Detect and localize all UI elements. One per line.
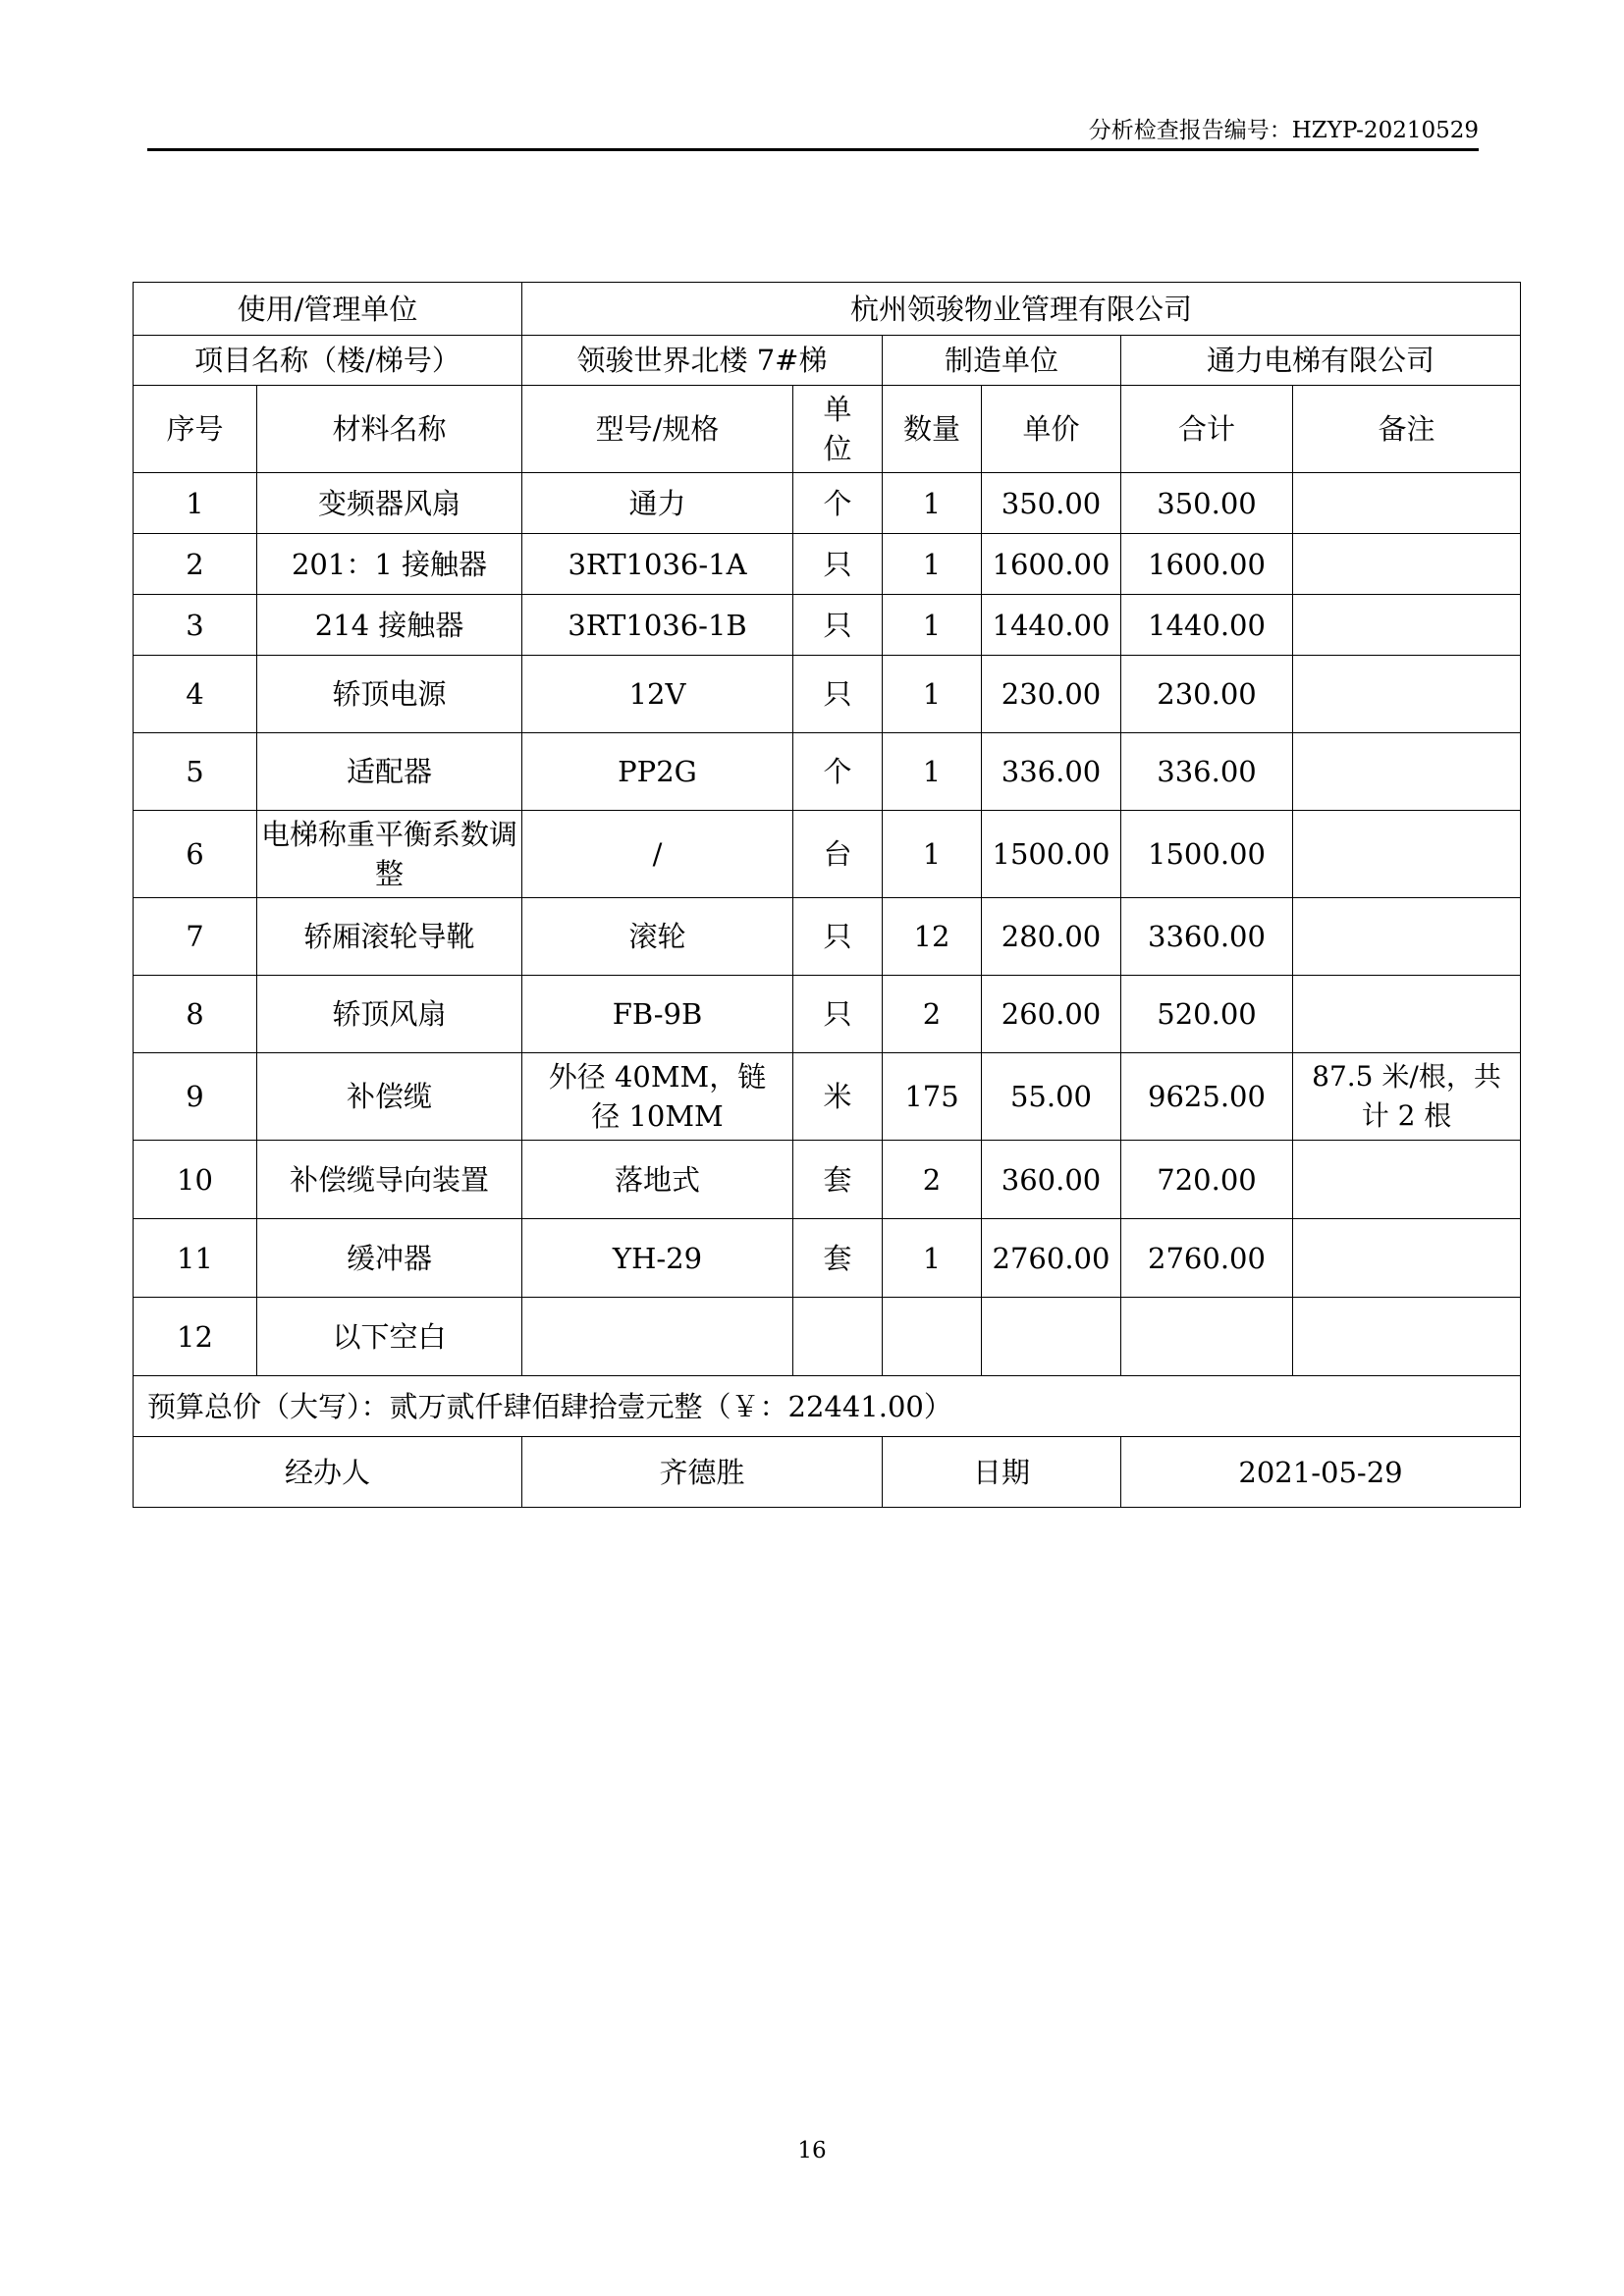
material-name-cell: 补偿缆导向装置: [257, 1141, 522, 1219]
manufacturer-label: 制造单位: [883, 336, 1121, 386]
index-cell: 4: [134, 656, 257, 733]
quantity-cell: 12: [883, 898, 982, 976]
column-header-index: 序号: [134, 386, 257, 473]
budget-row: [134, 1376, 1521, 1437]
unit-price-cell: 1600.00: [982, 534, 1121, 595]
model-cell: 滚轮: [522, 898, 793, 976]
quantity-cell: 175: [883, 1053, 982, 1141]
date-value: 2021-05-29: [1121, 1437, 1521, 1508]
unit-price-cell: 360.00: [982, 1141, 1121, 1219]
unit-price-cell: 1440.00: [982, 595, 1121, 656]
quantity-cell: 2: [883, 1141, 982, 1219]
subtotal-cell: 3360.00: [1121, 898, 1293, 976]
table-row: [134, 1141, 1521, 1219]
unit-price-cell: 2760.00: [982, 1219, 1121, 1298]
subtotal-cell: 1600.00: [1121, 534, 1293, 595]
index-cell: 9: [134, 1053, 257, 1141]
subtotal-cell: 2760.00: [1121, 1219, 1293, 1298]
quantity-cell: 1: [883, 656, 982, 733]
subtotal-cell: 1500.00: [1121, 811, 1293, 898]
material-name-cell: 电梯称重平衡系数调整: [257, 811, 522, 898]
index-cell: 5: [134, 733, 257, 811]
index-cell: 3: [134, 595, 257, 656]
column-header-remarks: 备注: [1293, 386, 1521, 473]
material-name-cell: 201：1 接触器: [257, 534, 522, 595]
subtotal-cell: 230.00: [1121, 656, 1293, 733]
quantity-cell: 1: [883, 534, 982, 595]
quantity-cell: [883, 1298, 982, 1376]
model-cell: /: [522, 811, 793, 898]
material-name-cell: 轿顶电源: [257, 656, 522, 733]
table-row: [134, 595, 1521, 656]
model-cell: 3RT1036-1A: [522, 534, 793, 595]
column-header-material: 材料名称: [257, 386, 522, 473]
unit-price-cell: 280.00: [982, 898, 1121, 976]
remarks-cell: [1293, 1298, 1521, 1376]
quantity-cell: 1: [883, 811, 982, 898]
unit-price-cell: [982, 1298, 1121, 1376]
subtotal-cell: 9625.00: [1121, 1053, 1293, 1141]
date-label: 日期: [883, 1437, 1121, 1508]
unit-cell: 只: [793, 595, 883, 656]
table-row: [134, 1053, 1521, 1141]
material-name-cell: 缓冲器: [257, 1219, 522, 1298]
signoff-row: [134, 1437, 1521, 1508]
unit-cell: 个: [793, 733, 883, 811]
remarks-cell: [1293, 595, 1521, 656]
table-row: [134, 1219, 1521, 1298]
table-row: [134, 473, 1521, 534]
subtotal-cell: 720.00: [1121, 1141, 1293, 1219]
table-row: [134, 534, 1521, 595]
unit-label: 使用/管理单位: [134, 283, 522, 336]
model-cell: [522, 1298, 793, 1376]
remarks-cell: [1293, 976, 1521, 1053]
remarks-cell: 87.5 米/根，共计 2 根: [1293, 1053, 1521, 1141]
material-name-cell: 轿厢滚轮导靴: [257, 898, 522, 976]
info-row-unit: [134, 283, 1521, 336]
info-row-project: [134, 336, 1521, 386]
materials-budget-table: [133, 282, 1521, 1508]
handler-value: 齐德胜: [522, 1437, 883, 1508]
unit-price-cell: 230.00: [982, 656, 1121, 733]
column-header-row: [134, 386, 1521, 473]
remarks-cell: [1293, 1219, 1521, 1298]
model-cell: 落地式: [522, 1141, 793, 1219]
report-number: 分析检查报告编号：HZYP-20210529: [1088, 118, 1479, 143]
manufacturer-value: 通力电梯有限公司: [1121, 336, 1521, 386]
model-cell: PP2G: [522, 733, 793, 811]
unit-cell: 个: [793, 473, 883, 534]
material-name-cell: 轿顶风扇: [257, 976, 522, 1053]
unit-value: 杭州领骏物业管理有限公司: [522, 283, 1521, 336]
unit-price-cell: 350.00: [982, 473, 1121, 534]
model-cell: FB-9B: [522, 976, 793, 1053]
index-cell: 2: [134, 534, 257, 595]
index-cell: 7: [134, 898, 257, 976]
unit-cell: 只: [793, 656, 883, 733]
unit-cell: 米: [793, 1053, 883, 1141]
model-cell: 外径 40MM，链径 10MM: [522, 1053, 793, 1141]
material-name-cell: 适配器: [257, 733, 522, 811]
index-cell: 11: [134, 1219, 257, 1298]
quantity-cell: 1: [883, 1219, 982, 1298]
table-row: [134, 1298, 1521, 1376]
remarks-cell: [1293, 656, 1521, 733]
table-row: [134, 976, 1521, 1053]
index-cell: 1: [134, 473, 257, 534]
material-name-cell: 214 接触器: [257, 595, 522, 656]
material-name-cell: 以下空白: [257, 1298, 522, 1376]
column-header-unit-price: 单价: [982, 386, 1121, 473]
project-value: 领骏世界北楼 7#梯: [522, 336, 883, 386]
table-row: [134, 898, 1521, 976]
remarks-cell: [1293, 534, 1521, 595]
material-name-cell: 变频器风扇: [257, 473, 522, 534]
subtotal-cell: 336.00: [1121, 733, 1293, 811]
subtotal-cell: [1121, 1298, 1293, 1376]
quantity-cell: 2: [883, 976, 982, 1053]
column-header-quantity: 数量: [883, 386, 982, 473]
column-header-unit: 单位: [793, 386, 883, 473]
project-label: 项目名称（楼/梯号）: [134, 336, 522, 386]
unit-cell: 只: [793, 898, 883, 976]
header-divider: [147, 148, 1479, 151]
unit-cell: 只: [793, 534, 883, 595]
remarks-cell: [1293, 473, 1521, 534]
index-cell: 8: [134, 976, 257, 1053]
unit-price-cell: 260.00: [982, 976, 1121, 1053]
column-header-subtotal: 合计: [1121, 386, 1293, 473]
subtotal-cell: 520.00: [1121, 976, 1293, 1053]
unit-cell: [793, 1298, 883, 1376]
remarks-cell: [1293, 898, 1521, 976]
unit-cell: 台: [793, 811, 883, 898]
unit-cell: 套: [793, 1141, 883, 1219]
unit-price-cell: 1500.00: [982, 811, 1121, 898]
table-row: [134, 656, 1521, 733]
unit-price-cell: 336.00: [982, 733, 1121, 811]
remarks-cell: [1293, 811, 1521, 898]
column-header-model: 型号/规格: [522, 386, 793, 473]
page-number: 16: [797, 2138, 827, 2163]
table-row: [134, 811, 1521, 898]
model-cell: 12V: [522, 656, 793, 733]
remarks-cell: [1293, 1141, 1521, 1219]
unit-price-cell: 55.00: [982, 1053, 1121, 1141]
model-cell: 3RT1036-1B: [522, 595, 793, 656]
quantity-cell: 1: [883, 473, 982, 534]
unit-cell: 套: [793, 1219, 883, 1298]
subtotal-cell: 350.00: [1121, 473, 1293, 534]
budget-total: 预算总价（大写）：贰万贰仟肆佰肆拾壹元整（￥：22441.00）: [134, 1376, 1521, 1437]
index-cell: 10: [134, 1141, 257, 1219]
unit-cell: 只: [793, 976, 883, 1053]
index-cell: 6: [134, 811, 257, 898]
model-cell: 通力: [522, 473, 793, 534]
table-row: [134, 733, 1521, 811]
material-name-cell: 补偿缆: [257, 1053, 522, 1141]
index-cell: 12: [134, 1298, 257, 1376]
subtotal-cell: 1440.00: [1121, 595, 1293, 656]
model-cell: YH-29: [522, 1219, 793, 1298]
quantity-cell: 1: [883, 733, 982, 811]
handler-label: 经办人: [134, 1437, 522, 1508]
quantity-cell: 1: [883, 595, 982, 656]
remarks-cell: [1293, 733, 1521, 811]
